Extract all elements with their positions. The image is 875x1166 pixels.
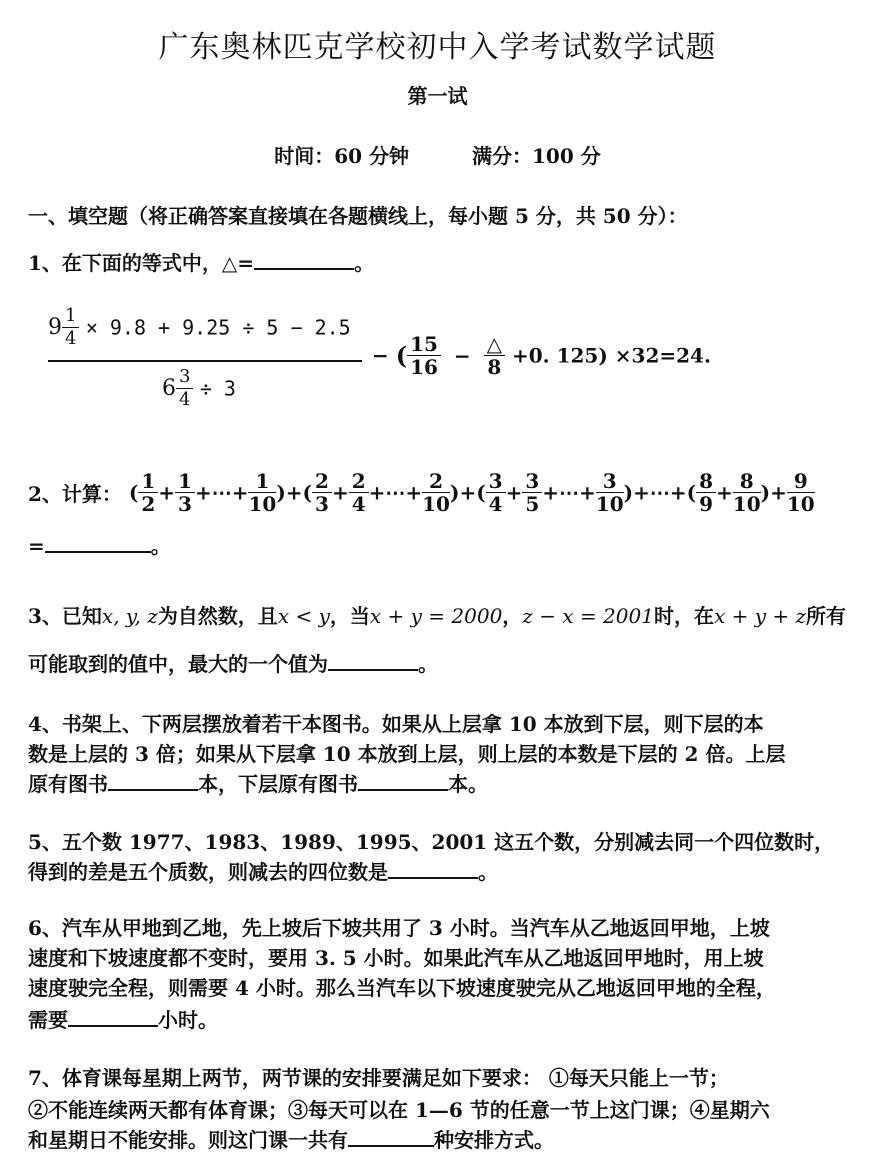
q3-expression: x + y + z	[713, 604, 807, 628]
frac-denominator: 4	[65, 328, 77, 349]
minus-sign: −	[453, 343, 471, 368]
frac-denominator: 9	[699, 492, 714, 516]
frac-denominator: 2	[141, 492, 156, 516]
q3-text: 所有	[806, 604, 847, 628]
q3-vars: x, y, z	[101, 604, 158, 628]
answer-blank-q7[interactable]	[348, 1127, 434, 1147]
exam-subtitle: 第一试	[407, 84, 468, 108]
question-5-line-1: 5、五个数 1977、1983、1989、1995、2001 这五个数，分别减去同一个四位数时，	[28, 830, 835, 854]
q3-text: 3、已知	[28, 604, 102, 628]
question-1-prompt	[28, 247, 374, 276]
question-4-line-2: 数是上层的 3 倍；如果从下层拿 10 本放到上层，则上层的本数是下层的 2 倍。上层	[28, 742, 786, 766]
mixed-number-9-1-4	[48, 305, 79, 350]
frac-numerator: 1	[138, 470, 158, 493]
frac-numerator: 15	[407, 333, 441, 356]
frac-numerator: 8	[733, 470, 761, 493]
numerator-expression: × 9.8 + 9.25 ÷ 5 − 2.5	[85, 315, 351, 340]
question-6-line-3: 速度驶完全程，则需要 4 小时。那么当汽车以下坡速度驶完从乙地返回甲地的全程，	[28, 976, 776, 1000]
q4-text: 本。	[448, 772, 488, 796]
q3-text: 为自然数，且	[157, 604, 278, 628]
question-3-line-1	[28, 600, 846, 629]
question-2-answer-line	[28, 530, 171, 559]
q5-text: 得到的差是五个质数，则减去的四位数是	[28, 860, 388, 884]
equals-sign: =	[28, 534, 45, 558]
frac-denominator: 10	[732, 492, 761, 516]
q6-end: 小时。	[158, 1008, 218, 1032]
q4-text: 本，下层原有图书	[198, 772, 358, 796]
question-2-expression: 2、计算： ( $\frac{1}{2}$ + $\frac{1}{3}$ +⋯+ $\frac{1}{10}$ )+( $\frac{2}{3}$ + $\frac{2}{4}$ +⋯+ $\frac{2}{10}$ )+( $\frac{3}{4}$ + $\frac{3}{5}$ +⋯+ $\frac{3}{10}$ )+⋯+( $\frac{8}{9}$ + $\frac{8}{10}$ )+ $\frac{9}{10}$	[28, 469, 815, 516]
q3-text: 可能取到的值中，最大的一个值为	[28, 652, 328, 676]
q3-equation-2: z − x = 2001	[522, 604, 654, 628]
question-6-line-4	[28, 1004, 218, 1033]
frac-numerator: 3	[596, 470, 624, 493]
frac-denominator: 4	[179, 389, 191, 410]
question-4-line-1: 4、书架上、下两层摆放着若干本图书。如果从上层拿 10 本放到下层，则下层的本	[28, 712, 764, 736]
answer-blank-q2[interactable]	[45, 533, 151, 553]
q5-end: 。	[478, 860, 498, 884]
q1-denominator	[162, 366, 236, 411]
frac-denominator: 5	[525, 492, 540, 516]
answer-blank-q3[interactable]	[328, 651, 418, 671]
exam-time: 时间：60 分钟	[274, 144, 410, 168]
frac-denominator: 10	[786, 492, 815, 516]
frac-denominator: 10	[248, 492, 277, 516]
q3-equation-1: x + y = 2000	[369, 604, 503, 628]
frac-numerator: 1	[62, 305, 79, 328]
frac-denominator: 3	[315, 492, 329, 516]
q3-text: 时，在	[653, 604, 714, 628]
question-7-line-1: 7、体育课每星期上两节，两节课的安排要满足如下要求： ①每天只能上一节；	[28, 1066, 729, 1090]
frac-numerator: 8	[696, 470, 716, 493]
frac-denominator: 3	[178, 492, 192, 516]
mixed-whole: 6	[162, 376, 176, 401]
question-6-line-2: 速度和下坡速度都不变时，要用 3. 5 小时。如果此汽车从乙地返回甲地时，用上坡	[28, 946, 764, 970]
exam-title: 广东奥林匹克学校初中入学考试数学试题	[158, 30, 717, 65]
frac-denominator: 4	[351, 492, 366, 516]
section-heading: 一、填空题（将正确答案直接填在各题横线上，每小题 5 分，共 50 分）：	[28, 204, 688, 228]
question-6-line-1: 6、汽车从甲地到乙地，先上坡后下坡共用了 3 小时。当汽车从乙地返回甲地，上坡	[28, 916, 770, 940]
frac-numerator: 2	[349, 470, 369, 493]
answer-blank-q4-upper[interactable]	[108, 771, 198, 791]
q3-condition: x < y	[277, 604, 330, 628]
frac-numerator: 1	[175, 470, 195, 493]
q1-right-expression	[372, 333, 711, 378]
question-2-text: 2、计算：	[28, 482, 122, 506]
frac-numerator: 3	[486, 470, 506, 493]
frac-numerator: 3	[522, 470, 542, 493]
q3-end: 。	[418, 652, 438, 676]
question-7-line-3	[28, 1124, 554, 1153]
answer-blank-q6[interactable]	[68, 1007, 158, 1027]
question-4-line-3	[28, 768, 488, 797]
frac-numerator: 1	[248, 470, 276, 493]
q6-text: 需要	[28, 1008, 68, 1032]
q7-text: 和星期日不能安排。则这门课一共有	[28, 1128, 348, 1152]
question-2-end: 。	[150, 534, 171, 558]
q1-numerator	[48, 305, 351, 350]
answer-blank-q5[interactable]	[388, 859, 478, 879]
open-paren: (	[395, 341, 408, 370]
mixed-whole: 9	[48, 315, 62, 340]
main-fraction-bar	[48, 360, 362, 362]
frac-numerator: 2	[422, 470, 450, 493]
q3-text: ，当	[329, 604, 370, 628]
frac-denominator: 4	[488, 492, 503, 516]
question-1-text: 1、在下面的等式中，△=	[28, 251, 255, 275]
minus-sign: −	[372, 343, 389, 368]
exam-meta	[0, 140, 875, 169]
right-expression-tail: +0. 125) ×32=24.	[512, 343, 711, 368]
denominator-expression: ÷ 3	[199, 376, 236, 401]
question-1-end: 。	[354, 251, 375, 275]
frac-denominator: 16	[410, 355, 438, 379]
question-7-line-2: ②不能连续两天都有体育课；③每天可以在 1—6 节的任意一节上这门课；④星期六	[28, 1098, 770, 1122]
q7-end: 种安排方式。	[434, 1128, 554, 1152]
q4-text: 原有图书	[28, 772, 108, 796]
exam-score: 满分：100 分	[472, 144, 601, 168]
frac-denominator: 8	[487, 355, 502, 379]
question-5-line-2	[28, 856, 498, 885]
frac-numerator: 3	[176, 366, 193, 389]
frac-numerator: 9	[787, 470, 815, 493]
frac-denominator: 10	[422, 492, 450, 516]
mixed-number-6-3-4	[162, 366, 193, 411]
q3-sep: ，	[502, 604, 523, 628]
answer-blank-q1[interactable]	[254, 250, 354, 270]
question-3-line-2	[28, 648, 438, 677]
frac-numerator: 2	[312, 470, 332, 493]
triangle-symbol: △	[484, 333, 505, 356]
answer-blank-q4-lower[interactable]	[358, 771, 448, 791]
frac-denominator: 10	[595, 492, 624, 516]
